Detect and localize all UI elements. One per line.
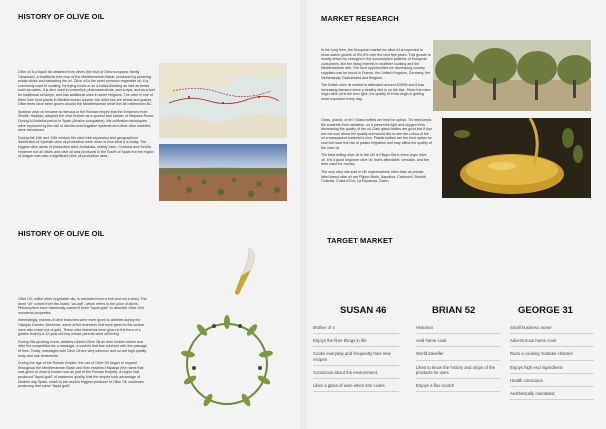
history2-paragraph-4: During the age of the Roman Empire, the use of Olive Oil began to expand throughout the Mediterranean Basin and then reached Hispania (the name that was given to what is known now as part of the Roman Empire), a region that produced "liquid gold" of maximum quality, that the empire took advantage of. Modern day Spain, which is the world's biggest producer of Olive Oil, continues producing that same "liquid gold". — [18, 361, 144, 389]
history-body-2 — [18, 297, 150, 392]
trait-item: Conscious about the environment — [313, 370, 399, 379]
trait-item: Runs a cooking Youtube channel — [510, 351, 594, 360]
gold-knife-image — [229, 246, 264, 298]
page-gutter — [300, 0, 306, 429]
market-body-top — [321, 48, 432, 105]
history-paragraph-2: Spanish olive oil became so famous in the Roman empire that the Emperors from Seville, Hadrian, adopted the olive branch as a symbol and banner of Hispanic Rome. During Al Andalus period in Spain (Muslim occupation), the cultivation techniques were improved by the use of ditches and irrigation systems and other olive varieties were introduced. — [18, 109, 155, 133]
market-body-bottom — [321, 118, 432, 187]
history2-paragraph-2: Interestingly, crowns of olive branches were even given to athletes during the Olympic Games. Moreover, some of the branches that were given to the victors were also made out of gold. These olive branches were given in the form of a golden thrill by a 12-year-old boy whose parents were still living. — [18, 318, 144, 337]
olive-grove-field-image — [159, 144, 287, 201]
persona-name-george: GEORGE 31 — [518, 305, 573, 316]
history-title-2: HISTORY OF OLIVE OIL — [18, 229, 105, 238]
market-paragraph-2: The British olive oil market is estimated around £250M and it has increasing demand since a healthy diet is on the rise. Since the extra virgin olive oil is the new type, the quality of extra virgin is getting more important every day. — [321, 83, 431, 101]
persona-name-susan: SUSAN 46 — [340, 305, 387, 316]
olive-oil-bowl-image — [442, 118, 591, 198]
trait-item: Small business owner — [510, 325, 594, 334]
trait-item: Mother of 4 — [313, 325, 399, 334]
persona-traits-susan — [313, 325, 399, 396]
history2-paragraph-1: Olive Oil, unlike other vegetable oils, is extracted from a fruit and not a seed. The word "oil" comes from the Arabic "az-zait", which refers to the juice of olives. Philosophers have historically named it even "liquid gold" to describe Olive Oil's wonderful properties. — [18, 297, 147, 315]
trait-item: Enjoys a fine scotch — [416, 383, 500, 392]
history-paragraph-3: During the 11th and 12th century the olive tree expansion and geographical distribution of Spanish olive oil production were more or less what it is today. The biggest olive areas of production were Andalusia, mainly Jaen, Cordoba and Sevilla. However not all olives and olive oil was produced in the South of Spain but the region of Aragon was also a significant olive oil production area. — [18, 135, 154, 159]
persona-name-brian: BRIAN 52 — [432, 305, 476, 316]
trait-item: Cooks everyday and frequently tries new recipes — [313, 351, 399, 365]
persona-traits-brian — [416, 325, 500, 396]
market-paragraph-5: The only olive oils sold in UK supermarkets other than as private label brand olive oil are Filippo Berio, Napolina, Carbonell, Bertolli, Colavita, Costa d'Oro, La Espanola, Gaea. — [321, 169, 427, 184]
olive-wreath-image — [168, 310, 286, 418]
history-paragraph-1: Olive oil is a liquid fat obtained from olives (the fruit of Olea europaea; family Oleaceae), a traditional tree crop of the Mediterranean Basin, produced by pressing whole olives and extracting the oil. Olive oil is the most common vegetable oil; it is commonly used in cooking, for frying foods or as a salad dressing as well as bread such as cakes. It is also used in cosmetics, pharmaceuticals, and soaps, and as a fuel for traditional oil lamps, and has additional uses in some religions. The olive is one of three core food plants in Mediterranean cuisine; the other two are wheat and grapes. Olive trees have been grown around the Mediterranean since the 8th millennium BC. — [18, 70, 155, 107]
trait-item: Health conscious — [510, 378, 594, 387]
olive-trees-image — [433, 40, 591, 111]
history-title: HISTORY OF OLIVE OIL — [18, 12, 105, 21]
trait-item: Enjoys the finer things in life — [313, 338, 399, 347]
mediterranean-map-image — [159, 63, 287, 138]
trait-item: Likes to know the history and origin of the products he uses — [416, 365, 500, 379]
market-paragraph-1: In the long term, the European market for olive oil is expected to show stable growth of 3%-5% over the next few years. This growth is mostly driven by changes in the consumption patterns of European consumers, like the rising interest in healthier cooking and the Mediterranean diet. The best opportunities for developing country suppliers can be found in France, the United Kingdom, Germany, the Netherlands, Switzerland and Belgium. — [321, 48, 431, 80]
trait-item: Likes a glass of wine when she cooks — [313, 383, 399, 392]
target-market-title: TARGET MARKET — [327, 236, 393, 245]
market-paragraph-3: Glass, plastic, or tin? Glass bottles are best for option. Tin best keeps the contents from oxidation, so it preserves light and oxygen from decreasing the quality of the oil. Dark glass bottles are good but if you are not sure about the quality and would like to see the colour of the oil a transparent material is nice. Plastic bottles are the best option for cost but have the risk of plastic migration and may affect the quality of the olive oil. — [321, 118, 432, 150]
market-research-title: MARKET RESEARCH — [321, 14, 399, 23]
trait-item: Adventurous home cook — [510, 338, 594, 347]
market-paragraph-4: The best selling olive oil in the UK is Filippo Berio extra virgin olive oil. It is a good beginner olive oil, that's affordable, versatile, and the best value for money. — [321, 153, 429, 167]
trait-item: Avid home cook — [416, 338, 500, 347]
trait-item: Enjoys high end ingredients — [510, 365, 594, 374]
persona-traits-george — [510, 325, 594, 404]
history2-paragraph-3: During this sporting event, athletes rubbed Olive Oil on their bodies before and after the competition for a massage, a custom that has survived with the passage of time. Today, massages with Olive Oil are very common and so are high quality body and hair treatments. — [18, 339, 148, 358]
trait-item: World traveller — [416, 351, 500, 360]
trait-item: Aesthetically orientated — [510, 391, 594, 400]
trait-item: Historian — [416, 325, 500, 334]
history-body — [18, 70, 155, 162]
